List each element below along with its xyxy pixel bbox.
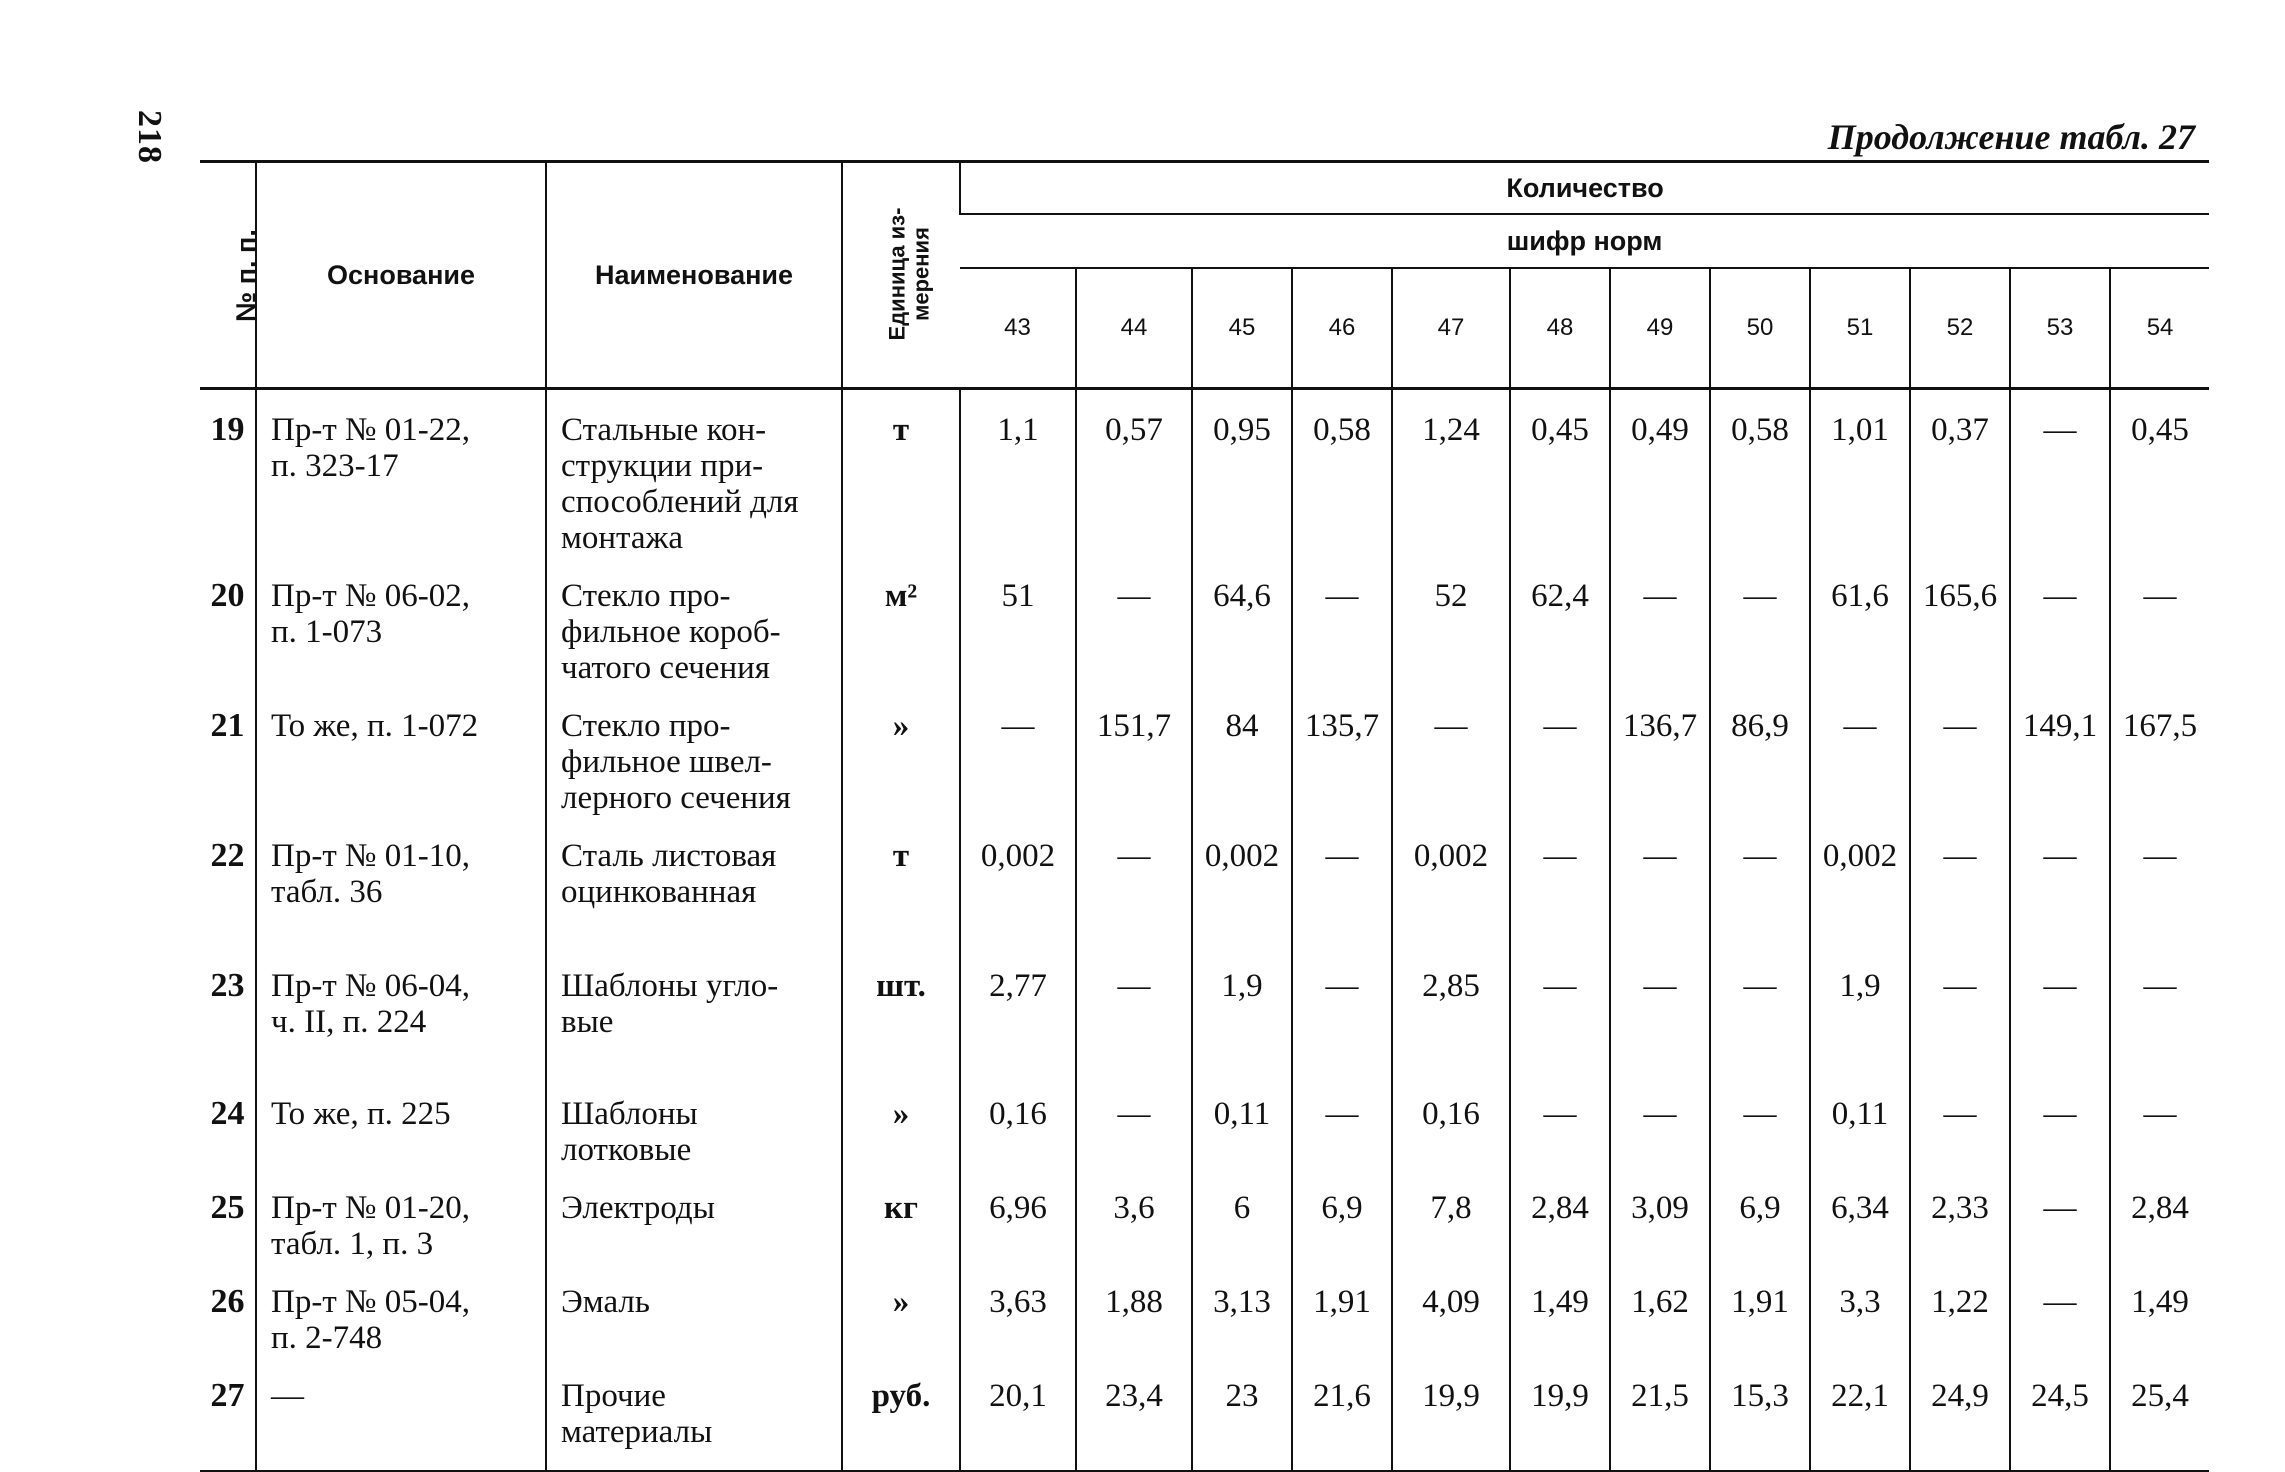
row-value: 0,002 [1810,816,1910,946]
row-value: 0,002 [1192,816,1292,946]
row-number: 24 [210,1095,245,1132]
row-basis: То же, п. 1-072 [256,686,546,816]
row-name: Стальные кон- струкции при- способлений для монтажа [546,389,842,557]
header-code-column: 45 [1192,268,1292,389]
row-value: 86,9 [1710,686,1810,816]
row-value: 21,6 [1292,1356,1392,1471]
row-value: 149,1 [2010,686,2110,816]
header-code-column: 54 [2110,268,2209,389]
row-value: 0,11 [1192,1074,1292,1168]
row-value: 3,6 [1076,1168,1192,1262]
row-value: 1,49 [1510,1262,1610,1356]
row-value: — [1292,1074,1392,1168]
row-value: — [2010,389,2110,557]
row-value: 1,9 [1810,946,1910,1074]
row-value: 0,16 [960,1074,1076,1168]
row-value: 3,13 [1192,1262,1292,1356]
row-value: — [1510,686,1610,816]
row-value: — [1910,686,2010,816]
table-row [200,816,2209,946]
row-value: 6,9 [1292,1168,1392,1262]
table-row [200,1262,2209,1356]
row-value: 165,6 [1910,556,2010,686]
row-name: Сталь листовая оцинкованная [546,816,842,946]
row-basis: Пр-т № 01-20, табл. 1, п. 3 [256,1168,546,1262]
row-value: — [1292,816,1392,946]
row-basis: Пр-т № 06-04, ч. II, п. 224 [256,946,546,1074]
row-value: 1,62 [1610,1262,1710,1356]
row-value: 24,5 [2010,1356,2110,1471]
row-basis: Пр-т № 01-22, п. 323-17 [256,389,546,557]
row-value: — [2010,1262,2110,1356]
row-value: 25,4 [2110,1356,2209,1471]
row-number: 26 [210,1283,245,1320]
row-basis: То же, п. 225 [256,1074,546,1168]
row-value: — [1910,946,2010,1074]
row-value: 1,91 [1292,1262,1392,1356]
row-value: — [1610,556,1710,686]
row-value: — [2110,556,2209,686]
table-row [200,1356,2209,1471]
row-value: — [1510,946,1610,1074]
row-value: — [960,686,1076,816]
table-row [200,686,2209,816]
row-value: 22,1 [1810,1356,1910,1471]
row-basis: Пр-т № 06-02, п. 1-073 [256,556,546,686]
row-number: 20 [210,577,245,614]
row-value: — [1610,1074,1710,1168]
table-row [200,556,2209,686]
row-value: — [2110,816,2209,946]
header-code-column: 53 [2010,268,2110,389]
row-value: 0,45 [2110,389,2209,557]
header-basis: Основание [256,162,546,389]
row-value: 1,22 [1910,1262,2010,1356]
row-value: 61,6 [1810,556,1910,686]
row-value: — [1810,686,1910,816]
row-value: 0,002 [1392,816,1510,946]
row-value: 167,5 [2110,686,2209,816]
materials-table [200,160,2209,1472]
header-code-column: 50 [1710,268,1810,389]
row-value: — [2010,556,2110,686]
row-name: Шаблоны угло- вые [546,946,842,1074]
row-number: 23 [210,967,245,1004]
row-name: Стекло про- фильное швел- лерного сечения [546,686,842,816]
row-value: 2,84 [2110,1168,2209,1262]
row-value: 0,58 [1710,389,1810,557]
row-value: 1,91 [1710,1262,1810,1356]
row-value: 2,33 [1910,1168,2010,1262]
row-value: — [2010,1168,2110,1262]
row-value: 0,11 [1810,1074,1910,1168]
row-value: — [1076,556,1192,686]
header-row-no: № п. п. [200,162,256,389]
row-value: — [1292,556,1392,686]
row-value: 23 [1192,1356,1292,1471]
row-value: 2,77 [960,946,1076,1074]
row-value: 1,49 [2110,1262,2209,1356]
row-name: Эмаль [546,1262,842,1356]
row-value: — [1076,1074,1192,1168]
row-unit: » [842,1262,960,1356]
row-number: 25 [210,1189,245,1226]
row-value: 0,57 [1076,389,1192,557]
row-value: 1,88 [1076,1262,1192,1356]
row-value: 19,9 [1510,1356,1610,1471]
row-value: 6,34 [1810,1168,1910,1262]
row-name: Электроды [546,1168,842,1262]
row-number: 19 [210,411,245,448]
row-value: — [1610,816,1710,946]
row-value: 136,7 [1610,686,1710,816]
row-value: 0,58 [1292,389,1392,557]
row-name: Шаблоны лотковые [546,1074,842,1168]
row-number: 21 [210,707,245,744]
table-caption: Продолжение табл. 27 [1827,117,2195,157]
row-value: 0,37 [1910,389,2010,557]
row-value: 15,3 [1710,1356,1810,1471]
row-value: 52 [1392,556,1510,686]
header-code-column: 47 [1392,268,1510,389]
row-value: 135,7 [1292,686,1392,816]
row-value: — [2010,946,2110,1074]
row-value: — [1292,946,1392,1074]
table-row [200,389,2209,557]
row-value: 1,24 [1392,389,1510,557]
row-value: 6,9 [1710,1168,1810,1262]
row-unit: кг [842,1168,960,1262]
row-unit: » [842,1074,960,1168]
row-value: — [1710,1074,1810,1168]
row-value: 0,45 [1510,389,1610,557]
row-value: 7,8 [1392,1168,1510,1262]
header-code-column: 44 [1076,268,1192,389]
row-unit: » [842,686,960,816]
header-code-column: 49 [1610,268,1710,389]
row-value: — [2110,946,2209,1074]
row-value: 6,96 [960,1168,1076,1262]
row-value: — [1610,946,1710,1074]
row-value: 151,7 [1076,686,1192,816]
row-value: — [1910,816,2010,946]
row-value: 23,4 [1076,1356,1192,1471]
header-code-column: 51 [1810,268,1910,389]
row-value: — [1510,1074,1610,1168]
row-value: 0,002 [960,816,1076,946]
row-value: — [2010,1074,2110,1168]
page-number: 218 [131,110,168,164]
row-unit: т [842,389,960,557]
row-number: 27 [200,1356,256,1471]
table-row [200,946,2209,1074]
row-value: — [1076,946,1192,1074]
row-basis: Пр-т № 05-04, п. 2-748 [256,1262,546,1356]
row-unit: руб. [842,1356,960,1471]
row-value: 19,9 [1392,1356,1510,1471]
row-value: 62,4 [1510,556,1610,686]
row-unit: т [842,816,960,946]
header-quantity: Количество [960,162,2209,215]
header-code-column: 52 [1910,268,2010,389]
header-code: шифр норм [960,214,2209,268]
row-value: 1,01 [1810,389,1910,557]
header-code-column: 48 [1510,268,1610,389]
row-value: — [2010,816,2110,946]
row-value: 3,09 [1610,1168,1710,1262]
row-value: 2,85 [1392,946,1510,1074]
row-value: — [1510,816,1610,946]
row-value: — [1710,556,1810,686]
row-basis: Пр-т № 01-10, табл. 36 [256,816,546,946]
row-value: 64,6 [1192,556,1292,686]
row-value: — [1392,686,1510,816]
row-value: 1,9 [1192,946,1292,1074]
row-value: 24,9 [1910,1356,2010,1471]
row-value: 1,1 [960,389,1076,557]
row-value: 0,95 [1192,389,1292,557]
row-unit: шт. [842,946,960,1074]
row-value: 21,5 [1610,1356,1710,1471]
header-code-column: 43 [960,268,1076,389]
row-value: 0,16 [1392,1074,1510,1168]
row-value: — [1910,1074,2010,1168]
table-row [200,1074,2209,1168]
header-unit: Единица из- мерения [842,162,960,389]
row-basis: — [256,1356,546,1471]
row-number: 22 [210,837,245,874]
row-value: — [2110,1074,2209,1168]
row-value: 3,3 [1810,1262,1910,1356]
row-value: — [1076,816,1192,946]
row-name: Стекло про- фильное короб- чатого сечения [546,556,842,686]
row-value: 51 [960,556,1076,686]
row-value: 4,09 [1392,1262,1510,1356]
row-value: 2,84 [1510,1168,1610,1262]
row-value: 20,1 [960,1356,1076,1471]
row-value: 84 [1192,686,1292,816]
row-value: 6 [1192,1168,1292,1262]
header-name: Наименование [546,162,842,389]
row-value: — [1710,816,1810,946]
table-row [200,1168,2209,1262]
row-value: 3,63 [960,1262,1076,1356]
row-value: 0,49 [1610,389,1710,557]
row-value: — [1710,946,1810,1074]
row-name: Прочие материалы [546,1356,842,1471]
header-code-column: 46 [1292,268,1392,389]
row-unit: м² [842,556,960,686]
